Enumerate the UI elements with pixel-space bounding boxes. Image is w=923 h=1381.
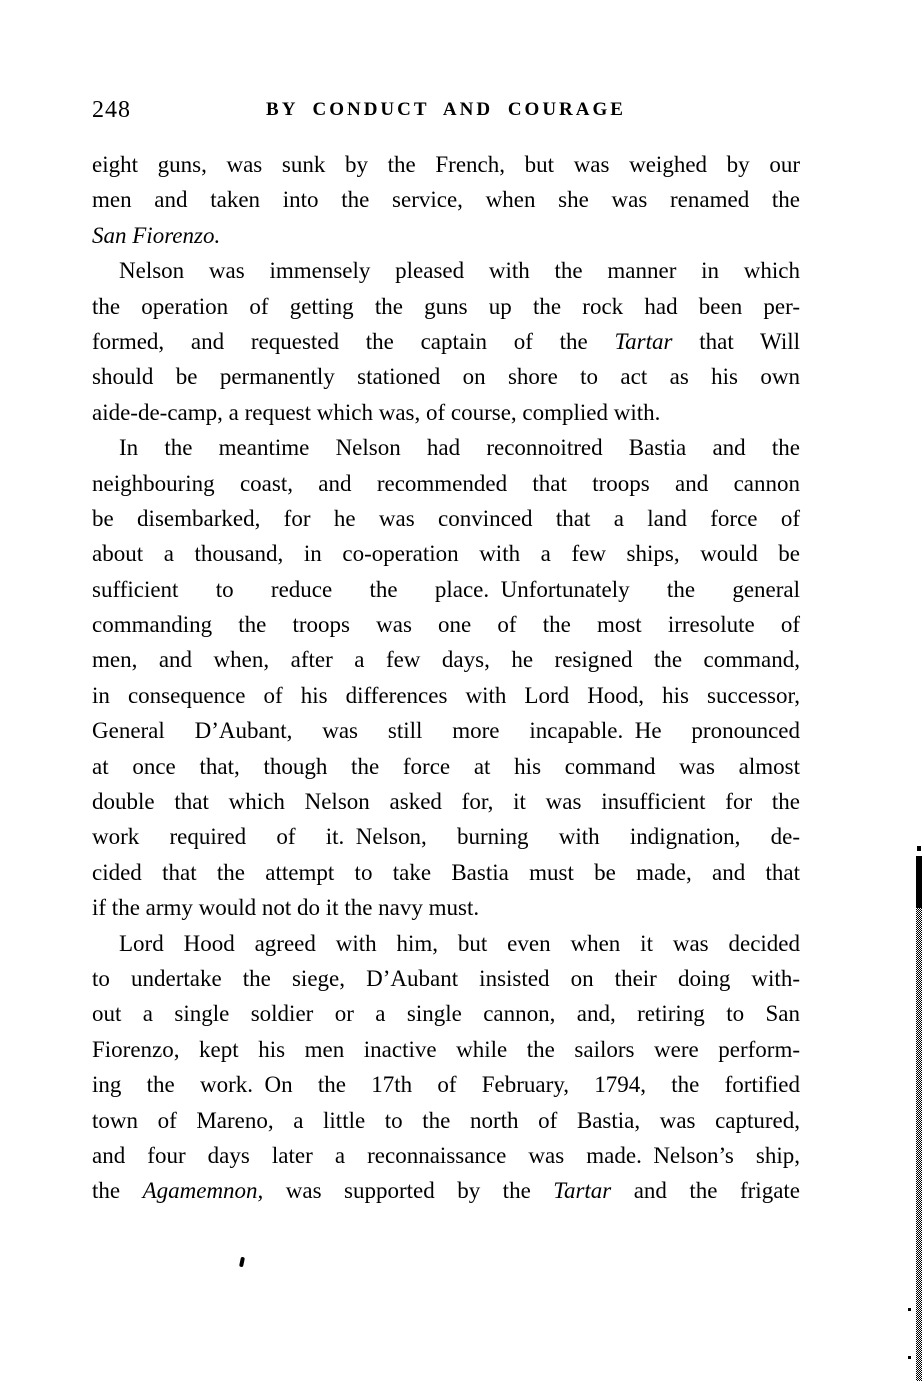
text-line — [92, 713, 800, 748]
text-line — [92, 1173, 800, 1208]
text-segment: General D’Aubant, was still more incapable. He pronounced — [92, 718, 800, 744]
italic-text: Tartar — [614, 328, 673, 354]
text-segment: Lord Hood agreed with him, but even when it was decided — [119, 930, 800, 956]
text-segment: out a single soldier or a single cannon, and, retiring to San — [92, 1001, 800, 1027]
text-line — [92, 289, 800, 324]
scan-edge-speck — [908, 1308, 911, 1311]
text-line — [92, 182, 800, 217]
text-segment: commanding the troops was one of the most irresolute of — [92, 612, 800, 638]
text-segment: the operation of getting the guns up the rock had been per- — [92, 293, 800, 319]
text-line — [92, 536, 800, 571]
text-segment: was supported by the — [263, 1178, 554, 1204]
text-line — [92, 819, 800, 854]
text-segment: town of Mareno, a little to the north of Bastia, was captured, — [92, 1107, 800, 1133]
text-segment: formed, and requested the captain of the — [92, 328, 615, 354]
text-segment: if the army would not do it the navy must. — [92, 895, 480, 921]
text-segment: should be permanently stationed on shore to act as his own — [92, 364, 800, 390]
scan-edge-bar — [916, 856, 922, 908]
scan-edge-dither-bar — [916, 908, 922, 1381]
text-line — [92, 784, 800, 819]
text-line — [92, 1138, 800, 1173]
scan-edge-dot — [917, 846, 921, 851]
text-line — [92, 359, 800, 394]
running-title: BY CONDUCT AND COURAGE — [266, 99, 626, 120]
italic-text: Agamemnon, — [142, 1178, 264, 1204]
text-segment: neighbouring coast, and recommended that troops and cannon — [92, 470, 800, 496]
text-line — [92, 218, 800, 253]
text-line — [92, 749, 800, 784]
text-segment: be disembarked, for he was convinced that a land force of — [92, 505, 800, 531]
page-number: 248 — [92, 97, 131, 123]
text-line — [92, 1032, 800, 1067]
text-line — [92, 961, 800, 996]
text-line — [92, 607, 800, 642]
text-line — [92, 996, 800, 1031]
text-line — [92, 430, 800, 465]
text-line — [92, 572, 800, 607]
text-segment: and the frigate — [611, 1178, 800, 1204]
text-segment: about a thousand, in co-operation with a few ships, would be — [92, 541, 800, 567]
text-line — [92, 147, 800, 182]
text-line — [92, 253, 800, 288]
text-line — [92, 501, 800, 536]
scan-edge-speck — [908, 1356, 911, 1359]
text-line — [92, 324, 800, 359]
text-segment: Fiorenzo, kept his men inactive while the sailors were perform- — [92, 1036, 800, 1062]
text-line — [92, 466, 800, 501]
text-segment: eight guns, was sunk by the French, but was weighed by our — [92, 152, 800, 177]
text-line — [92, 642, 800, 677]
text-line — [92, 890, 800, 925]
text-segment: men, and when, after a few days, he resigned the command, — [92, 647, 800, 673]
text-segment: work required of it. Nelson, burning with indignation, de- — [92, 824, 800, 850]
text-segment: double that which Nelson asked for, it was insufficient for the — [92, 789, 800, 815]
text-segment: In the meantime Nelson had reconnoitred Bastia and the — [119, 435, 800, 461]
text-line — [92, 1067, 800, 1102]
body-text — [92, 147, 800, 1209]
text-segment: Nelson was immensely pleased with the manner in which — [119, 258, 800, 284]
ink-speck — [239, 1257, 245, 1268]
text-segment: that Will — [672, 328, 801, 354]
text-segment: men and taken into the service, when she was renamed the — [92, 187, 800, 213]
text-line — [92, 1103, 800, 1138]
text-segment: and four days later a reconnaissance was made. Nelson’s ship, — [92, 1142, 800, 1168]
text-line — [92, 678, 800, 713]
page-header — [92, 96, 800, 126]
italic-text: San Fiorenzo. — [92, 222, 221, 248]
text-segment: at once that, though the force at his command was almost — [92, 753, 800, 779]
text-segment: to undertake the siege, D’Aubant insisted on their doing with- — [92, 965, 800, 991]
italic-text: Tartar — [553, 1178, 612, 1204]
text-segment: sufficient to reduce the place. Unfortunately the general — [92, 576, 800, 602]
text-segment: cided that the attempt to take Bastia must be made, and that — [92, 859, 800, 885]
text-segment: ing the work. On the 17th of February, 1794, the fortified — [92, 1072, 800, 1098]
text-segment: in consequence of his differences with Lord Hood, his successor, — [92, 682, 800, 708]
text-line — [92, 395, 800, 430]
text-segment: the — [92, 1178, 143, 1204]
text-line — [92, 926, 800, 961]
text-segment: aide-de-camp, a request which was, of course, complied with. — [92, 399, 661, 425]
text-line — [92, 855, 800, 890]
